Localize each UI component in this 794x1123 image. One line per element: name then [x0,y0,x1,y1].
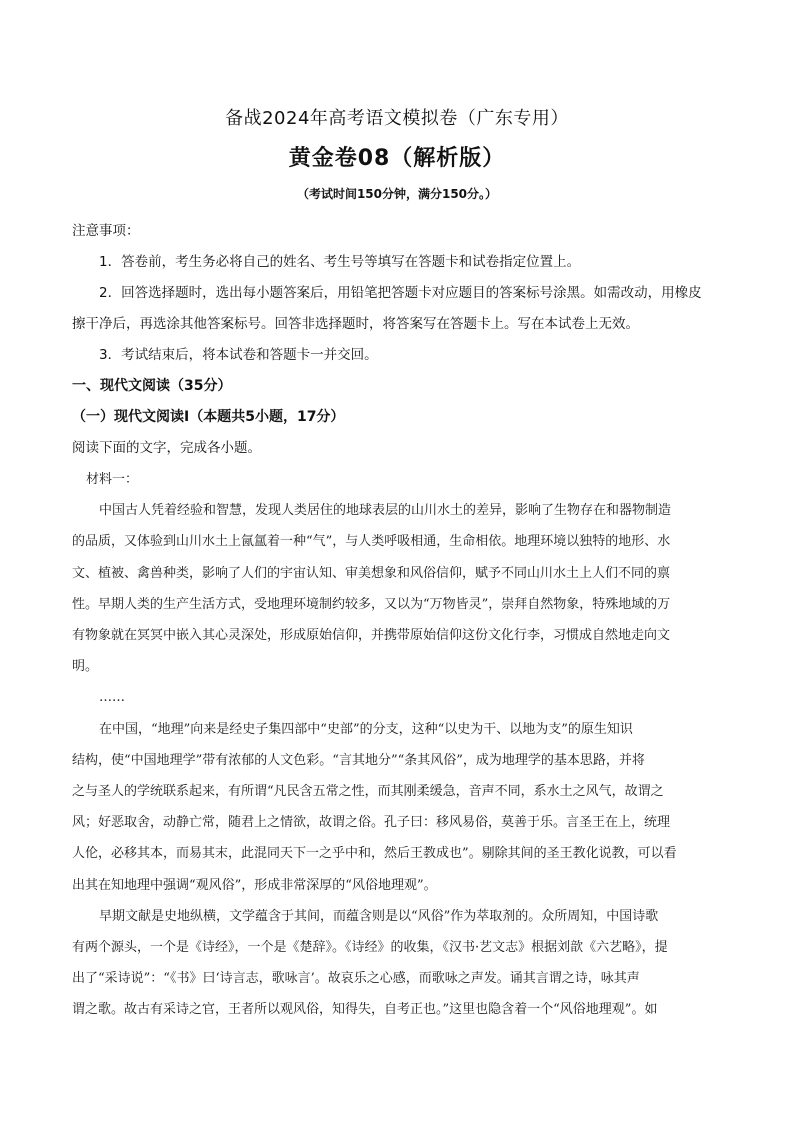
notice-item-2-line-2: 擦干净后，再选涂其他答案标号。回答非选择题时，将答案写在答题卡上。写在本试卷上无效。 [72,316,639,332]
notice-item-3: 3．考试结束后，将本试卷和答题卡一并交回。 [99,347,378,363]
reading-material [72,464,724,1026]
section-heading: 一、现代文阅读（35分） [72,378,232,394]
document-body [72,216,724,1026]
material-paragraph-3 [72,901,724,1026]
subsection-heading: （一）现代文阅读Ⅰ（本题共5小题，17分） [72,409,345,425]
paragraph-line: 有物象就在冥冥中嵌入其心灵深处，形成原始信仰，并携带原始信仰这份文化行李，习惯成自然地走向文 [72,628,671,644]
omission-mark: …… [99,690,125,706]
notice-item-1: 1．答卷前，考生务必将自己的姓名、考生号等填写在答题卡和试卷指定位置上。 [99,254,581,270]
notice-heading: 注意事项： [72,223,140,239]
paragraph-line: 早期文献是史地纵横，文学蕴含于其间，而蕴含则是以“风俗”作为萃取剂的。众所周知，中国诗歌 [99,908,659,924]
reading-instruction: 阅读下面的文字，完成各小题。 [72,440,261,456]
paragraph-line: 谓之歌。故古有采诗之官，王者所以观风俗，知得失，自考正也。”这里也隐含着一个“风俗地理观”。如 [72,1002,658,1018]
paragraph-line: 之与圣人的学统联系起来，有所谓“凡民含五常之性，而其刚柔缓急，音声不同，系水土之风气，故谓之 [72,784,664,800]
notice-item-2-line-1: 2．回答选择题时，选出每小题答案后，用铅笔把答题卡对应题目的答案标号涂黑。如需改动，用橡皮 [99,285,702,301]
paragraph-line: 有两个源头，一个是《诗经》，一个是《楚辞》。《诗经》的收集，《汉书·艺文志》根据刘歆《六艺略》，提 [72,940,668,956]
material-paragraph-2 [72,714,724,901]
exam-title: 备战2024年高考语文模拟卷（广东专用） [225,108,569,129]
paragraph-line: 结构，使“中国地理学”带有浓郁的人文色彩。“言其地分”“条其风俗”，成为地理学的基本思路，并将 [72,752,645,768]
paragraph-line: 性。早期人类的生产生活方式，受地理环境制约较多，又以为“万物皆灵”，崇拜自然物象，特殊地域的万 [72,596,671,612]
paragraph-line: 风；好恶取舍，动静亡常，随君上之情欲，故谓之俗。孔子曰：移风易俗，莫善于乐。言圣王在上，统理 [72,815,671,831]
material-label: 材料一： [86,472,139,487]
paragraph-line: 在中国，“地理”向来是经史子集四部中“史部”的分支，这种“以史为干、以地为支”的原生知识 [99,721,633,737]
paragraph-line: 出了“采诗说”：“《书》曰‘诗言志，歌咏言’。故哀乐之心感，而歌咏之声发。诵其言谓之诗，咏其声 [72,971,640,987]
paragraph-line: 中国古人凭着经验和智慧，发现人类居住的地球表层的山川水土的差异，影响了生物存在和器物制造 [99,503,672,519]
exam-subtitle: 黄金卷08（解析版） [288,146,506,171]
exam-time-note: （考试时间150分钟，满分150分。） [296,187,498,201]
paragraph-line: 明。 [72,659,99,675]
paragraph-line: 人伦，必移其本，而易其末，此混同天下一之乎中和，然后王教成也”。剔除其间的圣王教化说教，可以看 [72,846,677,862]
paragraph-line: 的品质，又体验到山川水土上氤氲着一种“气”，与人类呼吸相通，生命相依。地理环境以独特的地形、水 [72,534,671,550]
paragraph-line: 文、植被、禽兽种类，影响了人们的宇宙认知、审美想象和风俗信仰，赋予不同山川水土上人们不同的禀 [72,565,671,581]
material-paragraph-1 [72,495,724,682]
paragraph-line: 出其在知地理中强调“观风俗”，形成非常深厚的“风俗地理观”。 [72,877,437,893]
